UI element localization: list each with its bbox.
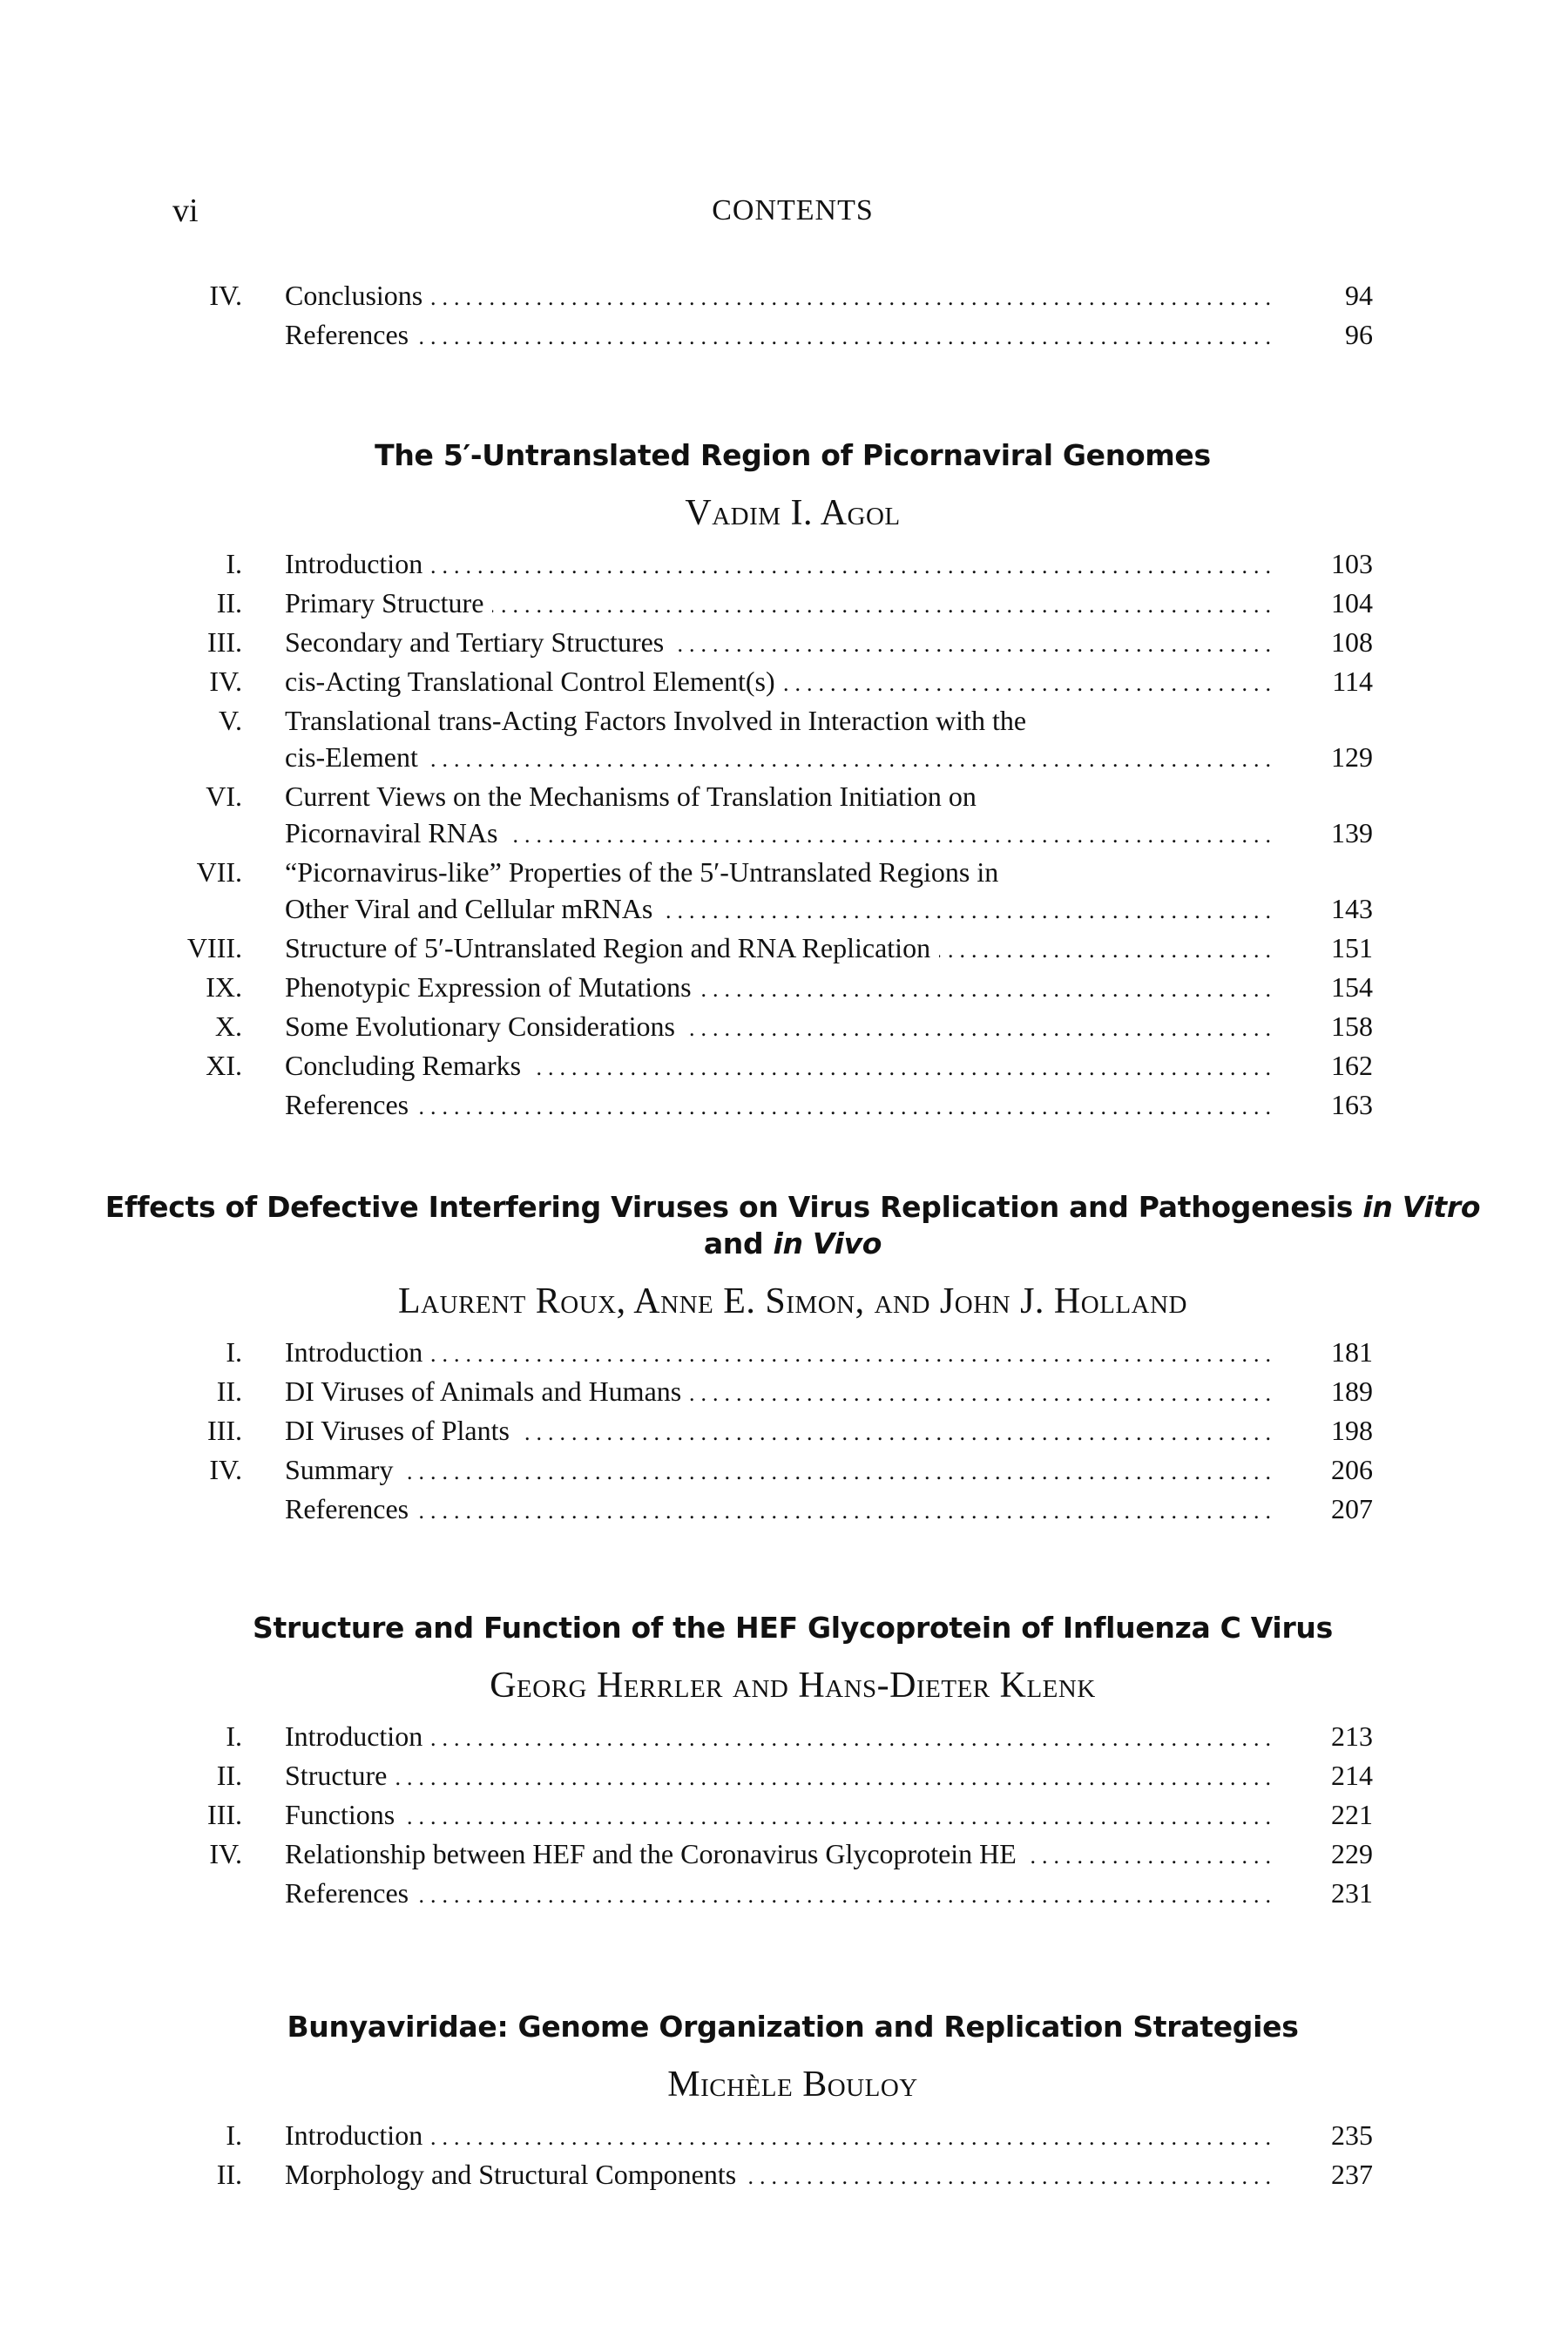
toc-entry [0, 1373, 1568, 1412]
entry-page: 229 [1331, 1838, 1373, 1869]
entry-page: 206 [1331, 1454, 1373, 1485]
entry-number: I. [226, 2119, 242, 2151]
toc-entry [0, 277, 1568, 316]
entry-number: V. [219, 705, 242, 736]
article-title-italic2: in Vivo [773, 1227, 882, 1260]
entry-number: III. [207, 626, 242, 658]
dot-leader [431, 1720, 1277, 1757]
entry-number: VIII. [186, 932, 242, 963]
entry-page: 143 [1331, 893, 1373, 924]
toc-list [0, 2117, 1568, 2195]
entry-number: I. [226, 1336, 242, 1368]
page-number: vi [172, 193, 199, 229]
entry-title: Summary [285, 1454, 394, 1485]
entry-number: II. [216, 1760, 242, 1791]
toc-section-continued [0, 277, 1568, 355]
dot-leader [431, 280, 1277, 316]
article-authors: Vadim I. Agol [685, 493, 901, 533]
entry-number: XI. [206, 1050, 242, 1081]
dot-leader [506, 817, 1277, 854]
entry-number: X. [214, 1010, 242, 1042]
dot-leader [417, 1493, 1277, 1530]
entry-page: 198 [1331, 1415, 1373, 1446]
toc-entry [0, 1796, 1568, 1835]
entry-page: 207 [1331, 1493, 1373, 1524]
dot-leader [784, 666, 1277, 702]
toc-list [0, 1718, 1568, 1914]
toc-entry [0, 1875, 1568, 1914]
toc-entry [0, 1047, 1568, 1086]
entry-number: VII. [196, 856, 242, 888]
entry-title: References [285, 1493, 409, 1524]
article-title-part1: Effects of Defective Interfering Viruses on Virus Replication and Pathogenesis [105, 1190, 1363, 1224]
toc-entry [0, 1008, 1568, 1047]
article-authors: Michèle Bouloy [667, 2065, 918, 2105]
entry-page: 237 [1331, 2159, 1373, 2190]
article-title: Structure and Function of the HEF Glycoprotein of Influenza C Virus [253, 1611, 1333, 1645]
toc-entry [0, 854, 1568, 929]
dot-leader [690, 1375, 1277, 1412]
article-title: Bunyaviridae: Genome Organization and Replication Strategies [287, 2010, 1299, 2044]
page-header [0, 190, 1568, 232]
article-title-italic1: in Vitro [1362, 1190, 1481, 1224]
entry-page: 162 [1331, 1050, 1373, 1081]
toc-list [0, 277, 1568, 355]
entry-number: II. [216, 2159, 242, 2190]
entry-title: Conclusions [285, 280, 423, 311]
article-title-part2: and [703, 1227, 774, 1260]
entry-title-line1: Current Views on the Mechanisms of Translation Initiation on [285, 781, 977, 812]
entry-title: Other Viral and Cellular mRNAs [285, 893, 653, 924]
entry-title: References [285, 1089, 409, 1120]
toc-entry [0, 929, 1568, 969]
toc-entry [0, 316, 1568, 355]
toc-entry [0, 1490, 1568, 1530]
entry-number: VI. [206, 781, 242, 812]
entry-page: 235 [1331, 2119, 1373, 2151]
toc-entry [0, 2156, 1568, 2195]
entry-page: 114 [1332, 666, 1373, 697]
dot-leader [417, 1089, 1277, 1125]
dot-leader [431, 1336, 1277, 1373]
entry-title: Introduction [285, 548, 423, 579]
dot-leader [661, 893, 1277, 929]
entry-page: 158 [1331, 1010, 1373, 1042]
article-title: The 5′-Untranslated Region of Picornaviral Genomes [375, 438, 1211, 472]
entry-title: Phenotypic Expression of Mutations [285, 971, 692, 1003]
dot-leader [427, 741, 1277, 778]
dot-leader [684, 1010, 1277, 1047]
toc-entry [0, 1451, 1568, 1490]
entry-page: 103 [1331, 548, 1373, 579]
toc-section-bunyaviridae [0, 2009, 1568, 2195]
entry-title: DI Viruses of Animals and Humans [285, 1375, 682, 1407]
dot-leader [431, 2119, 1277, 2156]
dot-leader [1025, 1838, 1277, 1875]
entry-title: Structure [285, 1760, 388, 1791]
toc-list [0, 545, 1568, 1125]
dot-leader [417, 319, 1277, 355]
toc-section-picornaviral [0, 437, 1568, 1125]
entry-title: Functions [285, 1799, 395, 1830]
toc-entry [0, 2117, 1568, 2156]
entry-title: Introduction [285, 2119, 423, 2151]
dot-leader [700, 971, 1277, 1008]
entry-title: References [285, 1877, 409, 1909]
entry-title: References [285, 319, 409, 350]
entry-page: 104 [1331, 587, 1373, 618]
dot-leader [492, 587, 1277, 624]
toc-entry [0, 1334, 1568, 1373]
entry-title-line1: Translational trans-Acting Factors Involved in Interaction with the [285, 705, 1027, 736]
entry-title: Introduction [285, 1720, 423, 1752]
entry-page: 221 [1331, 1799, 1373, 1830]
entry-title: Secondary and Tertiary Structures [285, 626, 665, 658]
toc-entry [0, 1835, 1568, 1875]
entry-title: Some Evolutionary Considerations [285, 1010, 675, 1042]
entry-page: 214 [1331, 1760, 1373, 1791]
toc-entry [0, 778, 1568, 854]
entry-number: IX. [206, 971, 242, 1003]
article-authors: Georg Herrler and Hans-Dieter Klenk [490, 1666, 1096, 1706]
dot-leader [745, 2159, 1277, 2195]
entry-number: I. [226, 1720, 242, 1752]
entry-number: IV. [209, 1454, 242, 1485]
dot-leader [672, 626, 1277, 663]
entry-number: II. [216, 1375, 242, 1407]
toc-entry [0, 1412, 1568, 1451]
dot-leader [417, 1877, 1277, 1914]
entry-page: 213 [1331, 1720, 1373, 1752]
dot-leader [395, 1760, 1277, 1796]
entry-page: 94 [1345, 280, 1373, 311]
entry-number: III. [207, 1415, 242, 1446]
toc-list [0, 1334, 1568, 1530]
entry-page: 96 [1345, 319, 1373, 350]
dot-leader [402, 1454, 1277, 1490]
entry-title: Morphology and Structural Components [285, 2159, 737, 2190]
toc-entry [0, 1718, 1568, 1757]
toc-entry [0, 969, 1568, 1008]
article-authors: Laurent Roux, Anne E. Simon, and John J. Holland [398, 1281, 1187, 1321]
entry-page: 181 [1331, 1336, 1373, 1368]
entry-title: cis-Acting Translational Control Element(s) [285, 666, 775, 697]
entry-number: IV. [209, 280, 242, 311]
toc-entry [0, 1086, 1568, 1125]
entry-number: IV. [209, 1838, 242, 1869]
dot-leader [518, 1415, 1277, 1451]
entry-title: Picornaviral RNAs [285, 817, 498, 848]
entry-number: IV. [209, 666, 242, 697]
entry-page: 154 [1331, 971, 1373, 1003]
entry-page: 151 [1331, 932, 1373, 963]
entry-number: I. [226, 548, 242, 579]
entry-page: 139 [1331, 817, 1373, 848]
entry-page: 231 [1331, 1877, 1373, 1909]
entry-page: 163 [1331, 1089, 1373, 1120]
toc-entry [0, 545, 1568, 585]
running-head: CONTENTS [712, 194, 874, 226]
dot-leader [431, 548, 1277, 585]
toc-entry [0, 624, 1568, 663]
entry-title: DI Viruses of Plants [285, 1415, 510, 1446]
dot-leader [403, 1799, 1277, 1835]
article-title [78, 1189, 1490, 1262]
toc-entry [0, 1757, 1568, 1796]
toc-entry [0, 663, 1568, 702]
toc-entry [0, 702, 1568, 778]
entry-number: III. [207, 1799, 242, 1830]
dot-leader [939, 932, 1277, 969]
entry-number: II. [216, 587, 242, 618]
entry-title: cis-Element [285, 741, 418, 773]
entry-page: 129 [1331, 741, 1373, 773]
dot-leader [530, 1050, 1277, 1086]
entry-title: Concluding Remarks [285, 1050, 522, 1081]
entry-page: 108 [1331, 626, 1373, 658]
entry-title: Relationship between HEF and the Coronavirus Glycoprotein HE [285, 1838, 1017, 1869]
entry-title: Primary Structure [285, 587, 484, 618]
toc-section-hef-glycoprotein [0, 1610, 1568, 1914]
entry-page: 189 [1331, 1375, 1373, 1407]
entry-title: Introduction [285, 1336, 423, 1368]
toc-section-defective-interfering [0, 1189, 1568, 1530]
entry-title: Structure of 5′-Untranslated Region and RNA Replication [285, 932, 931, 963]
entry-title-line1: “Picornavirus-like” Properties of the 5′-Untranslated Regions in [285, 856, 999, 888]
toc-entry [0, 585, 1568, 624]
